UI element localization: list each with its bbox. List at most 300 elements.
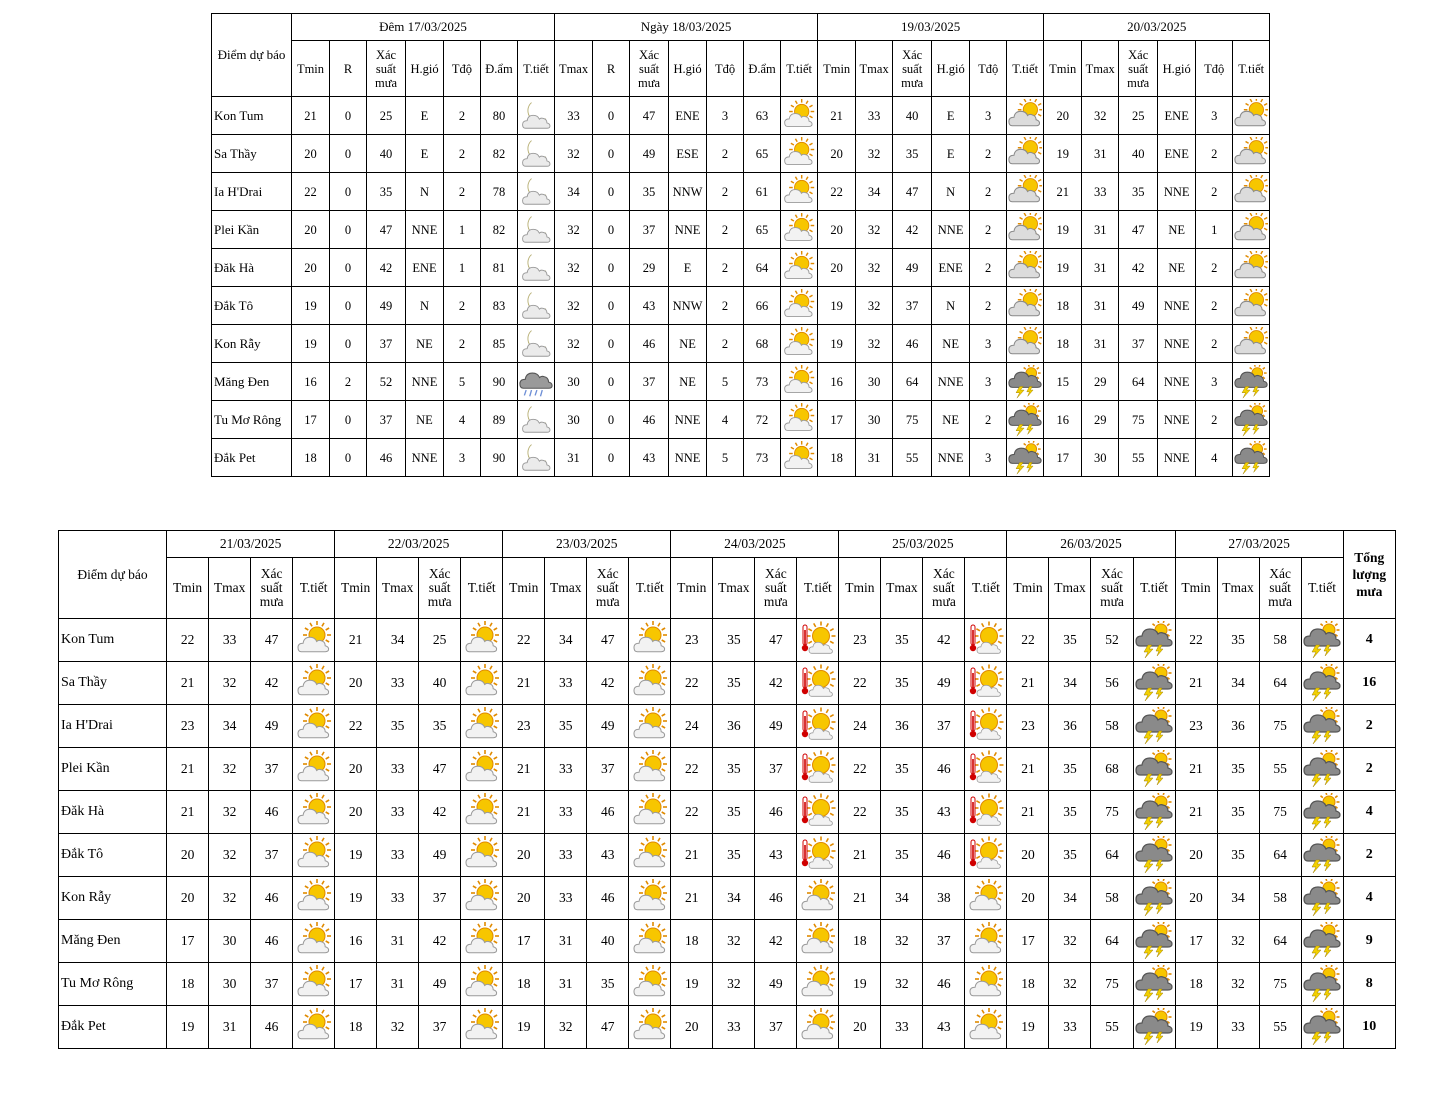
value-h-gio: E	[932, 135, 970, 173]
value-tmax: 35	[1049, 748, 1091, 791]
value-h-gio: ENE	[669, 97, 707, 135]
value-h-gio: NE	[932, 401, 970, 439]
sun-cloud-icon	[629, 705, 671, 748]
thunderstorm-icon	[1301, 705, 1343, 748]
value-tmax: 32	[209, 791, 251, 834]
column-header-tdo: Tđộ	[1196, 41, 1233, 97]
value-tmin: 21	[292, 97, 330, 135]
sun-cloud-icon	[797, 877, 839, 920]
column-header-tmin: Tmin	[335, 558, 377, 619]
place-name: Măng Đen	[59, 920, 167, 963]
value-xac-suat-mua: 37	[587, 748, 629, 791]
total-rain-value: 4	[1343, 619, 1395, 662]
value-tmax: 32	[209, 748, 251, 791]
cloud-sun-icon	[1007, 287, 1044, 325]
value-tmax: 30	[209, 963, 251, 1006]
value-r: 0	[593, 401, 630, 439]
value-h-gio: ENE	[1158, 97, 1196, 135]
column-header-tmin: Tmin	[1175, 558, 1217, 619]
cloud-sun-icon	[1233, 249, 1270, 287]
moon-rain-icon	[518, 363, 555, 401]
value-tmax: 35	[1217, 748, 1259, 791]
value-tdo: 2	[707, 173, 744, 211]
table-row	[212, 287, 1270, 325]
value-tdo: 5	[707, 363, 744, 401]
value-tmin: 20	[167, 834, 209, 877]
value-tdo: 2	[444, 325, 481, 363]
value-tdo: 2	[707, 287, 744, 325]
value-xac-suat-mua: 46	[755, 791, 797, 834]
value-tmin: 20	[167, 877, 209, 920]
value-xac-suat-mua: 37	[1119, 325, 1158, 363]
sun-cloud-icon	[461, 1006, 503, 1049]
column-header-tmax: Tmax	[1082, 41, 1119, 97]
value-tmax: 30	[555, 363, 593, 401]
value-xac-suat-mua: 35	[419, 705, 461, 748]
value-tmin: 22	[1175, 619, 1217, 662]
value-tmax: 31	[1082, 325, 1119, 363]
sun-cloud-icon	[629, 1006, 671, 1049]
value-d-am: 78	[481, 173, 518, 211]
value-h-gio: N	[406, 287, 444, 325]
table-row	[59, 920, 1396, 963]
value-tmin: 19	[292, 325, 330, 363]
value-xac-suat-mua: 37	[923, 705, 965, 748]
value-tmin: 18	[839, 920, 881, 963]
forecast-table-long-range	[58, 530, 1396, 1049]
value-tmax: 30	[856, 401, 893, 439]
value-tmax: 35	[881, 748, 923, 791]
value-tdo: 2	[707, 211, 744, 249]
column-header-tmin: Tmin	[818, 41, 856, 97]
value-tmin: 20	[292, 135, 330, 173]
value-tmax: 31	[856, 439, 893, 477]
value-tmax: 33	[1049, 1006, 1091, 1049]
value-xac-suat-mua: 43	[923, 1006, 965, 1049]
cloud-sun-icon	[1007, 173, 1044, 211]
column-header-tmin: Tmin	[1044, 41, 1082, 97]
value-xac-suat-mua: 37	[755, 748, 797, 791]
place-name: Đăk Hà	[212, 249, 292, 287]
value-h-gio: NNE	[932, 439, 970, 477]
value-xac-suat-mua: 37	[251, 834, 293, 877]
value-tmin: 21	[1175, 748, 1217, 791]
value-xac-suat-mua: 42	[587, 662, 629, 705]
hot-sun-icon	[797, 662, 839, 705]
table-row	[59, 834, 1396, 877]
value-tmin: 17	[1175, 920, 1217, 963]
table-row	[212, 173, 1270, 211]
hot-sun-icon	[965, 619, 1007, 662]
value-tmax: 35	[1217, 791, 1259, 834]
value-tmin: 21	[1007, 791, 1049, 834]
value-tmax: 34	[881, 877, 923, 920]
total-rain-value: 4	[1343, 791, 1395, 834]
place-column-header: Điểm dự báo	[212, 14, 292, 97]
hot-sun-icon	[797, 705, 839, 748]
value-tmin: 19	[839, 963, 881, 1006]
value-tmin: 21	[1007, 662, 1049, 705]
column-header-d-am: Đ.ẩm	[481, 41, 518, 97]
value-h-gio: NNE	[669, 439, 707, 477]
value-xac-suat-mua: 37	[251, 963, 293, 1006]
value-tdo: 2	[707, 325, 744, 363]
column-header-tmin: Tmin	[292, 41, 330, 97]
value-tmax: 35	[713, 791, 755, 834]
cloud-sun-icon	[1007, 249, 1044, 287]
sun-cloud-icon	[461, 662, 503, 705]
value-tmax: 35	[713, 619, 755, 662]
value-h-gio: NNE	[1158, 173, 1196, 211]
value-tmax: 32	[856, 287, 893, 325]
value-tmax: 32	[1217, 963, 1259, 1006]
period-header-27-03-2025: 27/03/2025	[1175, 531, 1343, 558]
value-tmin: 16	[818, 363, 856, 401]
value-h-gio: E	[406, 97, 444, 135]
value-xac-suat-mua: 40	[587, 920, 629, 963]
column-header-tmin: Tmin	[1007, 558, 1049, 619]
value-tmax: 34	[1217, 662, 1259, 705]
value-tmax: 32	[856, 249, 893, 287]
cloud-sun-icon	[1007, 135, 1044, 173]
value-tmax: 35	[881, 791, 923, 834]
value-tdo: 2	[970, 173, 1007, 211]
cloud-sun-icon	[1007, 325, 1044, 363]
value-tdo: 4	[444, 401, 481, 439]
column-header-tmax: Tmax	[713, 558, 755, 619]
value-xac-suat-mua: 42	[251, 662, 293, 705]
period-header-23-03-2025: 23/03/2025	[503, 531, 671, 558]
value-tdo: 2	[707, 135, 744, 173]
value-h-gio: NNE	[406, 439, 444, 477]
value-xac-suat-mua: 47	[419, 748, 461, 791]
value-h-gio: NNE	[406, 211, 444, 249]
column-header-xac-suat-mua: Xác suất mưa	[923, 558, 965, 619]
value-h-gio: NNE	[1158, 401, 1196, 439]
value-xac-suat-mua: 29	[630, 249, 669, 287]
hot-sun-icon	[965, 748, 1007, 791]
value-tmax: 36	[881, 705, 923, 748]
value-tmin: 17	[503, 920, 545, 963]
value-xac-suat-mua: 64	[1259, 920, 1301, 963]
thunderstorm-icon	[1007, 439, 1044, 477]
column-header-t-tiet: T.tiết	[461, 558, 503, 619]
value-tmax: 34	[856, 173, 893, 211]
place-name: Plei Kần	[59, 748, 167, 791]
value-tmax: 35	[1049, 834, 1091, 877]
value-d-am: 85	[481, 325, 518, 363]
value-tdo: 3	[1196, 363, 1233, 401]
value-r: 0	[593, 287, 630, 325]
value-xac-suat-mua: 46	[251, 1006, 293, 1049]
sun-cloud-icon	[781, 173, 818, 211]
table-row	[59, 877, 1396, 920]
sun-cloud-icon	[781, 439, 818, 477]
value-tmin: 23	[1175, 705, 1217, 748]
value-xac-suat-mua: 49	[367, 287, 406, 325]
value-tmax: 33	[545, 748, 587, 791]
value-tmax: 32	[881, 963, 923, 1006]
value-xac-suat-mua: 37	[755, 1006, 797, 1049]
value-h-gio: NE	[1158, 211, 1196, 249]
value-xac-suat-mua: 43	[630, 439, 669, 477]
value-r: 0	[330, 135, 367, 173]
cloud-sun-icon	[1007, 211, 1044, 249]
value-h-gio: NNW	[669, 287, 707, 325]
value-xac-suat-mua: 47	[755, 619, 797, 662]
value-h-gio: NE	[932, 325, 970, 363]
value-xac-suat-mua: 40	[419, 662, 461, 705]
place-name: Tu Mơ Rông	[212, 401, 292, 439]
value-tmax: 32	[377, 1006, 419, 1049]
value-xac-suat-mua: 75	[1259, 791, 1301, 834]
column-header-t-tiet: T.tiết	[1301, 558, 1343, 619]
value-tmax: 31	[377, 963, 419, 1006]
value-xac-suat-mua: 49	[251, 705, 293, 748]
value-h-gio: NE	[669, 325, 707, 363]
moon-cloud-icon	[518, 211, 555, 249]
thunderstorm-icon	[1133, 619, 1175, 662]
value-h-gio: E	[669, 249, 707, 287]
sun-cloud-icon	[293, 748, 335, 791]
value-tmin: 21	[818, 97, 856, 135]
sun-cloud-icon	[965, 1006, 1007, 1049]
value-r: 0	[593, 97, 630, 135]
value-xac-suat-mua: 37	[630, 211, 669, 249]
value-xac-suat-mua: 42	[755, 662, 797, 705]
value-xac-suat-mua: 42	[419, 791, 461, 834]
value-tmin: 20	[292, 249, 330, 287]
thunderstorm-icon	[1007, 363, 1044, 401]
value-tmax: 35	[881, 834, 923, 877]
value-xac-suat-mua: 46	[923, 963, 965, 1006]
thunderstorm-icon	[1133, 834, 1175, 877]
value-tmax: 35	[713, 748, 755, 791]
value-xac-suat-mua: 46	[367, 439, 406, 477]
value-h-gio: E	[406, 135, 444, 173]
value-tmin: 22	[671, 791, 713, 834]
value-xac-suat-mua: 42	[923, 619, 965, 662]
value-h-gio: ENE	[932, 249, 970, 287]
place-name: Kon Rẫy	[59, 877, 167, 920]
value-tmin: 22	[839, 748, 881, 791]
value-tmax: 33	[1082, 173, 1119, 211]
sun-cloud-icon	[461, 877, 503, 920]
value-tmax: 33	[377, 834, 419, 877]
value-tmax: 36	[1049, 705, 1091, 748]
value-tmax: 30	[555, 401, 593, 439]
value-xac-suat-mua: 68	[1091, 748, 1133, 791]
sun-cloud-icon	[293, 834, 335, 877]
value-tmax: 32	[856, 135, 893, 173]
place-name: Đắk Tô	[59, 834, 167, 877]
value-h-gio: NNE	[406, 363, 444, 401]
period-header-22-03-2025: 22/03/2025	[335, 531, 503, 558]
sun-cloud-icon	[461, 619, 503, 662]
value-xac-suat-mua: 25	[367, 97, 406, 135]
sun-cloud-icon	[629, 834, 671, 877]
sun-cloud-icon	[629, 963, 671, 1006]
value-tmax: 33	[545, 877, 587, 920]
value-xac-suat-mua: 35	[893, 135, 932, 173]
value-tmin: 19	[167, 1006, 209, 1049]
value-tmax: 29	[1082, 401, 1119, 439]
value-r: 0	[330, 287, 367, 325]
value-r: 0	[330, 211, 367, 249]
value-tdo: 3	[1196, 97, 1233, 135]
period-header-25-03-2025: 25/03/2025	[839, 531, 1007, 558]
value-h-gio: NNE	[932, 363, 970, 401]
value-tmax: 32	[1049, 920, 1091, 963]
value-tmax: 33	[856, 97, 893, 135]
value-xac-suat-mua: 52	[1091, 619, 1133, 662]
value-tmax: 32	[1082, 97, 1119, 135]
value-tmin: 21	[167, 748, 209, 791]
value-tmax: 34	[1217, 877, 1259, 920]
value-h-gio: E	[932, 97, 970, 135]
value-xac-suat-mua: 64	[893, 363, 932, 401]
value-tmin: 20	[1007, 834, 1049, 877]
sun-cloud-icon	[293, 791, 335, 834]
value-tdo: 2	[707, 249, 744, 287]
value-tmax: 34	[545, 619, 587, 662]
thunderstorm-icon	[1301, 748, 1343, 791]
sun-cloud-icon	[293, 662, 335, 705]
value-tmax: 35	[545, 705, 587, 748]
value-tmin: 21	[839, 877, 881, 920]
value-tmax: 35	[1049, 619, 1091, 662]
value-tmin: 16	[335, 920, 377, 963]
value-tmin: 22	[167, 619, 209, 662]
value-d-am: 83	[481, 287, 518, 325]
moon-cloud-icon	[518, 249, 555, 287]
value-tdo: 3	[970, 439, 1007, 477]
thunderstorm-icon	[1233, 439, 1270, 477]
value-xac-suat-mua: 47	[630, 97, 669, 135]
value-tmax: 32	[856, 325, 893, 363]
value-tmax: 31	[377, 920, 419, 963]
value-xac-suat-mua: 42	[1119, 249, 1158, 287]
value-xac-suat-mua: 25	[1119, 97, 1158, 135]
thunderstorm-icon	[1007, 401, 1044, 439]
value-xac-suat-mua: 46	[923, 834, 965, 877]
cloud-sun-icon	[1233, 325, 1270, 363]
column-header-t-tiet: T.tiết	[781, 41, 818, 97]
value-tmax: 29	[1082, 363, 1119, 401]
column-header-tmax: Tmax	[856, 41, 893, 97]
column-header-xac-suat-mua: Xác suất mưa	[251, 558, 293, 619]
value-tmin: 18	[818, 439, 856, 477]
value-tmax: 32	[881, 920, 923, 963]
table-row	[212, 211, 1270, 249]
value-h-gio: N	[406, 173, 444, 211]
total-rain-value: 10	[1343, 1006, 1395, 1049]
sun-cloud-icon	[461, 748, 503, 791]
sun-cloud-icon	[781, 249, 818, 287]
table-row	[59, 619, 1396, 662]
value-xac-suat-mua: 35	[630, 173, 669, 211]
place-name: Sa Thầy	[212, 135, 292, 173]
column-header-xac-suat-mua: Xác suất mưa	[1259, 558, 1301, 619]
column-header-d-am: Đ.ẩm	[744, 41, 781, 97]
value-r: 2	[330, 363, 367, 401]
value-h-gio: NE	[406, 325, 444, 363]
value-tdo: 3	[444, 439, 481, 477]
table-row	[59, 662, 1396, 705]
value-tdo: 4	[1196, 439, 1233, 477]
value-tdo: 2	[1196, 135, 1233, 173]
column-header-tmin: Tmin	[167, 558, 209, 619]
sun-cloud-icon	[629, 877, 671, 920]
place-name: Sa Thầy	[59, 662, 167, 705]
thunderstorm-icon	[1301, 1006, 1343, 1049]
value-tmax: 34	[1049, 662, 1091, 705]
thunderstorm-icon	[1301, 877, 1343, 920]
value-tmax: 32	[1049, 963, 1091, 1006]
value-xac-suat-mua: 40	[893, 97, 932, 135]
value-tmin: 19	[1175, 1006, 1217, 1049]
value-tmin: 20	[839, 1006, 881, 1049]
hot-sun-icon	[965, 705, 1007, 748]
column-header-tmax: Tmax	[881, 558, 923, 619]
sun-cloud-icon	[293, 920, 335, 963]
value-xac-suat-mua: 42	[755, 920, 797, 963]
value-xac-suat-mua: 49	[587, 705, 629, 748]
value-tmin: 21	[671, 834, 713, 877]
value-tmax: 33	[377, 748, 419, 791]
value-tmax: 35	[1217, 619, 1259, 662]
value-h-gio: NNW	[669, 173, 707, 211]
value-tdo: 4	[707, 401, 744, 439]
value-xac-suat-mua: 43	[587, 834, 629, 877]
total-rain-value: 2	[1343, 705, 1395, 748]
value-tmax: 33	[713, 1006, 755, 1049]
value-xac-suat-mua: 38	[923, 877, 965, 920]
sun-cloud-icon	[629, 748, 671, 791]
value-tmin: 21	[1175, 791, 1217, 834]
value-tdo: 2	[970, 401, 1007, 439]
table-row	[59, 705, 1396, 748]
value-tdo: 1	[444, 249, 481, 287]
moon-cloud-icon	[518, 439, 555, 477]
value-tmin: 21	[1007, 748, 1049, 791]
column-header-tdo: Tđộ	[444, 41, 481, 97]
value-xac-suat-mua: 35	[1119, 173, 1158, 211]
value-tmin: 19	[503, 1006, 545, 1049]
cloud-sun-icon	[1233, 287, 1270, 325]
table-row	[59, 791, 1396, 834]
thunderstorm-icon	[1133, 877, 1175, 920]
value-tdo: 3	[970, 363, 1007, 401]
value-tmin: 20	[1175, 834, 1217, 877]
value-tmin: 17	[292, 401, 330, 439]
value-tmin: 19	[818, 287, 856, 325]
thunderstorm-icon	[1233, 401, 1270, 439]
value-tdo: 2	[444, 287, 481, 325]
value-xac-suat-mua: 43	[923, 791, 965, 834]
forecast-table-short-range	[211, 13, 1270, 477]
value-tmax: 32	[1217, 920, 1259, 963]
value-tmin: 23	[839, 619, 881, 662]
thunderstorm-icon	[1133, 748, 1175, 791]
value-h-gio: NNE	[932, 211, 970, 249]
value-r: 0	[593, 211, 630, 249]
value-tmax: 35	[377, 705, 419, 748]
value-tmax: 32	[209, 662, 251, 705]
value-tmax: 31	[1082, 249, 1119, 287]
sun-cloud-icon	[293, 963, 335, 1006]
value-tmax: 32	[209, 877, 251, 920]
